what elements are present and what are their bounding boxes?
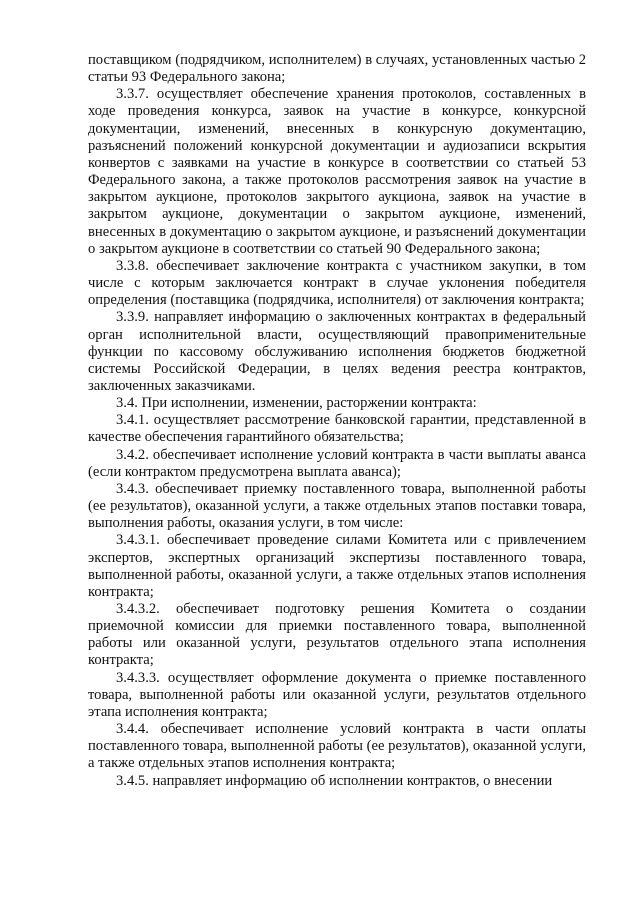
- document-page: [88, 52, 586, 790]
- paragraph-3-4-5: 3.4.5. направляет информацию об исполнении контрактов, о внесении: [116, 772, 553, 789]
- paragraph-continuation: поставщиком (подрядчиком, исполнителем) в случаях, установленных частью 2 статьи 93 Федерального закона;: [88, 52, 586, 86]
- paragraph-3-4-1: 3.4.1. осуществляет рассмотрение банковской гарантии, представленной в качестве обеспечения гарантийного обязательства;: [88, 412, 586, 446]
- paragraph-3-4-4: 3.4.4. обеспечивает исполнение условий контракта в части оплаты поставленного товара, выполненной работы (ее результатов), оказанной услуги, а также отдельных этапов исполнения контракта;: [88, 721, 586, 772]
- paragraph-3-3-9: 3.3.9. направляет информацию о заключенных контрактах в федеральный орган исполнительной власти, осуществляющий правоприменительные функции по кассовому обслуживанию исполнения бюджетов бюджетной системы Российской Федерации, в целях ведения реестра контрактов, заключенных заказчиками.: [88, 309, 586, 394]
- paragraph-3-4-2: 3.4.2. обеспечивает исполнение условий контракта в части выплаты аванса (если контрактом предусмотрена выплата аванса);: [88, 446, 586, 480]
- paragraph-3-4-3-2: 3.4.3.2. обеспечивает подготовку решения Комитета о создании приемочной комиссии для приемки поставленного товара, выполненной работы или оказанной услуги, результатов отдельного этапа исполнения контракта;: [88, 601, 586, 669]
- paragraph-3-4-3-3: 3.4.3.3. осуществляет оформление документа о приемке поставленного товара, выполненной работы или оказанной услуги, результатов отдельного этапа исполнения контракта;: [88, 669, 586, 720]
- paragraph-3-3-7: 3.3.7. осуществляет обеспечение хранения протоколов, составленных в ходе проведения конкурса, заявок на участие в конкурсе, конкурсной документации, изменений, внесенных в конкурсную документацию, разъяснений положений конкурсной документации и аудиозаписи вскрытия конвертов с заявками на участие в конкурсе в соответствии со статьей 53 Федерального закона, а также протоколов рассмотрения заявок на участие в закрытом аукционе, протоколов закрытого аукциона, заявок на участие в закрытом аукционе, документации о закрытом аукционе, изменений, внесенных в документацию о закрытом аукционе, и разъяснений документации о закрытом аукционе в соответствии со статьей 90 Федерального закона;: [88, 86, 586, 257]
- paragraph-3-4-3: 3.4.3. обеспечивает приемку поставленного товара, выполненной работы (ее результатов), оказанной услуги, а также отдельных этапов поставки товара, выполнения работы, оказания услуги, в том числе:: [88, 480, 586, 532]
- paragraph-3-4: 3.4. При исполнении, изменении, расторжении контракта:: [116, 395, 477, 412]
- paragraph-3-3-8: 3.3.8. обеспечивает заключение контракта с участником закупки, в том числе с которым заключается контракт в случае уклонения победителя определения (поставщика (подрядчика, исполнителя) от заключения контракта;: [88, 257, 586, 309]
- paragraph-3-4-3-1: 3.4.3.1. обеспечивает проведение силами Комитета или с привлечением экспертов, экспертных организаций экспертизы поставленного товара, выполненной работы, оказанной услуги, а также отдельных этапов исполнения контракта;: [88, 532, 586, 600]
